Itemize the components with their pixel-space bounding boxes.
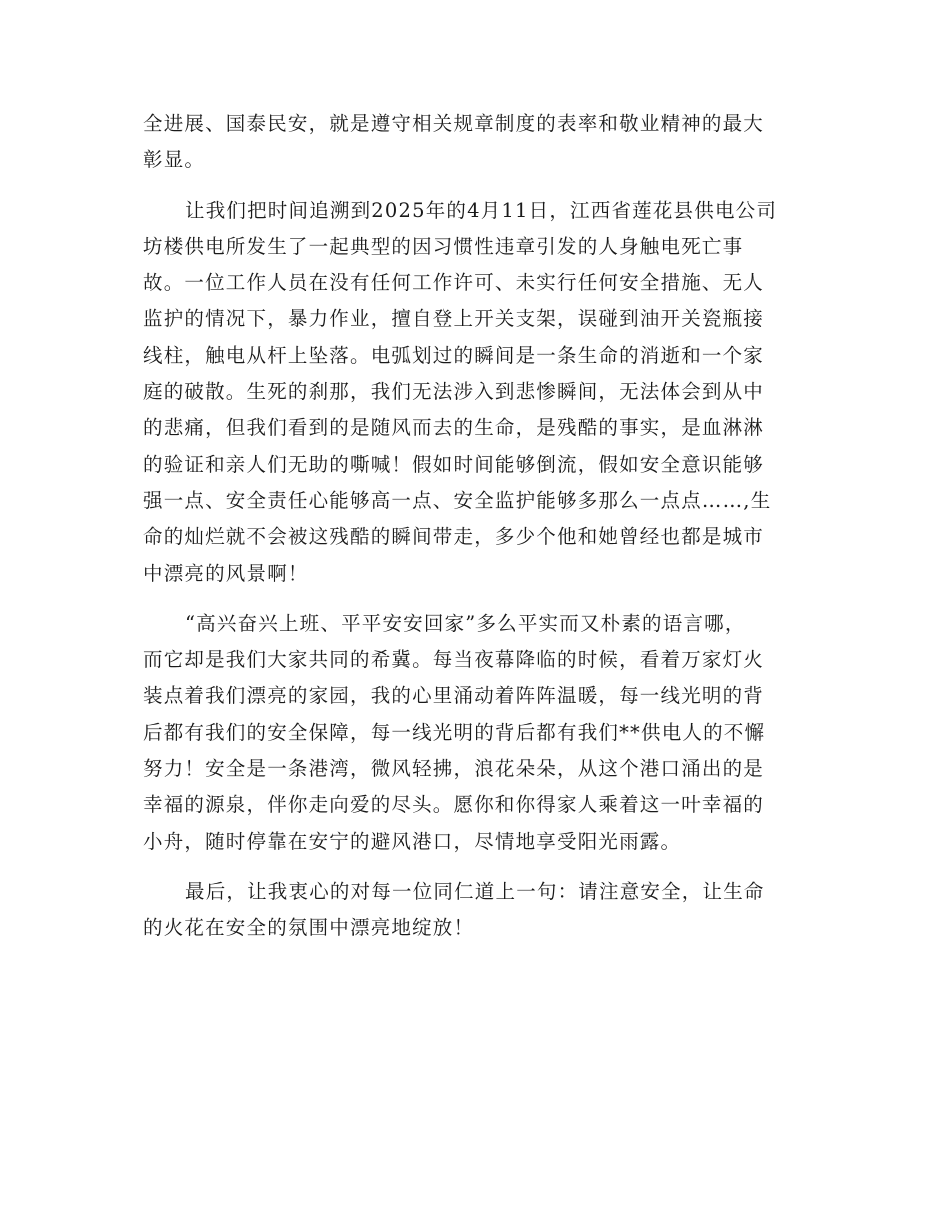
text-line: 监护的情况下，暴力作业，擅自登上开关支架，误碰到油开关瓷瓶接 (143, 307, 765, 331)
text-line: 线柱，触电从杆上坠落。电弧划过的瞬间是一条生命的消逝和一个家 (143, 343, 765, 367)
text-line: 努力！安全是一条港湾，微风轻拂，浪花朵朵，从这个港口涌出的是 (143, 757, 765, 781)
paragraph-2 (143, 193, 808, 592)
text-line: 最后，让我衷心的对每一位同仁道上一句：请注意安全，让生命 (185, 879, 765, 903)
text-line: 命的灿烂就不会被这残酷的瞬间带走，多少个他和她曾经也都是城市 (143, 525, 765, 549)
paragraph-1 (143, 106, 808, 179)
text-line: 后都有我们的安全保障，每一线光明的背后都有我们**供电人的不懈 (143, 720, 766, 744)
document-page (143, 106, 808, 947)
text-line: 小舟，随时停靠在安宁的避风港口，尽情地享受阳光雨露。 (143, 829, 682, 853)
text-line: 强一点、安全责任心能够高一点、安全监护能够多那么一点点……,生 (143, 488, 772, 512)
text-line: 的验证和亲人们无助的嘶喊！假如时间能够倒流，假如安全意识能够 (143, 452, 765, 476)
text-line: 彰显。 (143, 148, 206, 172)
text-line: 全进展、国泰民安，就是遵守相关规章制度的表率和敬业精神的最大 (143, 112, 765, 135)
paragraph-gap (143, 860, 808, 874)
text-line: 庭的破散。生死的刹那，我们无法涉入到悲惨瞬间，无法体会到从中 (143, 380, 765, 404)
text-line: 坊楼供电所发生了一起典型的因习惯性违章引发的人身触电死亡事 (143, 234, 744, 258)
text-line: 幸福的源泉，伴你走向爱的尽头。愿你和你得家人乘着这一叶幸福的 (143, 793, 765, 817)
text-line: 装点着我们漂亮的家园，我的心里涌动着阵阵温暖，每一线光明的背 (143, 684, 765, 708)
text-line: 的火花在安全的氛围中漂亮地绽放！ (143, 916, 475, 940)
paragraph-gap (143, 592, 808, 606)
paragraph-3 (143, 606, 808, 860)
text-line: 让我们把时间追溯到2025年的4月11日，江西省莲花县供电公司 (185, 198, 778, 222)
paragraph-gap (143, 179, 808, 193)
paragraph-4 (143, 874, 808, 947)
text-line: 故。一位工作人员在没有任何工作许可、未实行任何安全措施、无人 (143, 271, 765, 295)
text-line: 的悲痛，但我们看到的是随风而去的生命，是残酷的事实，是血淋淋 (143, 416, 765, 440)
text-line: 而它却是我们大家共同的希冀。每当夜幕降临的时候，看着万家灯火 (143, 648, 765, 672)
text-line: “高兴奋兴上班、平平安安回家”多么平实而又朴素的语言哪， (185, 611, 746, 635)
text-line: 中漂亮的风景啊！ (143, 561, 309, 585)
